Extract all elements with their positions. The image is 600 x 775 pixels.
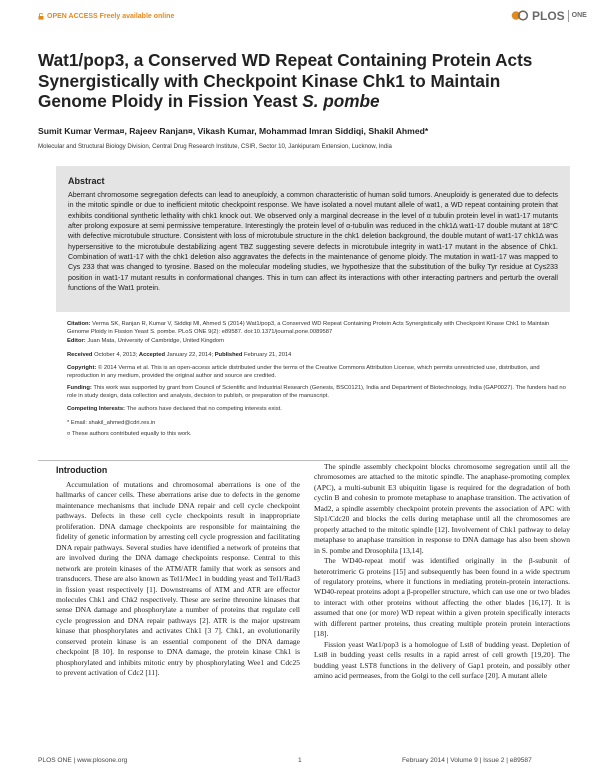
funding-label: Funding: <box>67 385 92 391</box>
dates-line <box>67 352 567 360</box>
editor-name: Juan Mata, University of Cambridge, United Kingdom <box>87 338 224 344</box>
corresponding-email[interactable]: * Email: shakil_ahmed@cdri.res.in <box>67 420 156 426</box>
footer-page-number: 1 <box>298 757 302 764</box>
journal-name: PLOS <box>532 8 565 23</box>
logo-divider <box>568 10 569 22</box>
equal-contribution-note: ¤ These authors contributed equally to this work. <box>67 431 192 437</box>
copyright-block <box>67 365 567 380</box>
open-lock-icon <box>38 13 44 20</box>
article-title-main: Wat1/pop3, a Conserved WD Repeat Containing Protein Acts Synergistically with Checkpoint Kinase Chk1 to Maintain Genome Ploidy in Fission Yeast <box>38 50 533 111</box>
body-paragraph: The spindle assembly checkpoint blocks chromosome segregation until all the chromosomes are attached to the mitotic spindle. The anaphase-promoting complex (APC), a multi-subunit E3 ubiquitin ligase is required for the degradation of both cyclin B and cohesin to promote metaphase to anaphase transition. The activation of Mad2, a spindle assembly checkpoint protein prevents the association of APC with Slp1/Cdc20 and blocks the cells during metaphase until all the chromosomes are properly attached to the mitotic spindle [12]. Involvement of Chk1 pathway to delay metaphase to anaphase transition in response to DNA damage has also been shown in S. pombe and Drosophila [13,14]. <box>314 462 570 555</box>
received-label: Received <box>67 352 93 358</box>
abstract-text: Aberrant chromosome segregation defects can lead to aneuploidy, a common characteristic of human solid tumors. Aneuploidy is generated due to defects in the mitotic spindle or due to inefficient mitotic checkpoint response. We have isolated a novel mutant allele of wat1, a WD repeat containing protein that exhibits conditional synthetic lethality with chk1 knock out. We observed only a marginal decrease in the level of α tubulin protein level in wat1-17 mutants after prolong exposure at semi permissive temperature. Interestingly the protein level of α-tubulin was reduced in the chk1Δ wat1-17 double mutant at 18°C with defective microtubule structure. Consistent with loss of microtubule structure in the chk1 deletion background, the double mutant of wat1-17 chk1Δ was hypersensitive to the microtubule destabilizing agent TBZ suggesting severe defects in microtubule integrity in wat1-17 mutant in the absence of Chk1. Combination of wat1-17 with the chk1 deletion also aggravates the defects in the maintenance of genome ploidy. The mutation in wat1-17 was mapped to Cys 233 that was changed to tyrosine. Based on the molecular modeling studies, we hypothesize that the substitution of the bulky Tyr residue at Cys233 position in wat1-17 mutant results in conformational changes. This in turn can affect its interactions with other interacting partners and perturb the overall functions of the Wat1 protein. <box>68 191 558 293</box>
abstract-box <box>56 166 570 312</box>
plos-logo-icon <box>511 8 529 23</box>
journal-logo[interactable] <box>511 8 587 23</box>
citation-block <box>67 321 567 336</box>
competing-interests-line <box>67 406 567 414</box>
citation-text: Verma SK, Ranjan R, Kumar V, Siddiqi MI, Ahmed S (2014) Wat1/pop3, a Conserved WD Repeat Containing Protein Acts Synergistically with Checkpoint Kinase Chk1 to Maintain Genome Ploidy in Fission Yeast S. pombe. PLoS ONE 9(2): e89587. doi:10.1371/journal.pone.0089587 <box>67 321 550 335</box>
footer-journal-url[interactable]: PLOS ONE | www.plosone.org <box>38 757 128 764</box>
author-list: Sumit Kumar Verma¤, Rajeev Ranjan¤, Vikash Kumar, Mohammad Imran Siddiqi, Shakil Ahmed* <box>38 126 429 136</box>
introduction-heading: Introduction <box>56 465 108 475</box>
accepted-date: January 22, 2014; <box>166 352 214 358</box>
section-divider <box>38 460 568 461</box>
journal-suffix: ONE <box>571 12 587 19</box>
copyright-label: Copyright: <box>67 365 97 371</box>
funding-text: This work was supported by grant from Council of Scientific and Industrial Research (Genesis, BSC0121), India and Department of Biotechnology, India (GAP0027). The funders had no role in study design, data collection and analysis, decision to publish, or preparation of the manuscript. <box>67 385 566 399</box>
body-paragraph: The WD40-repeat motif was identified originally in the β-subunit of heterotrimeric G proteins [15] and subsequently has been found in a wide spectrum of regulatory proteins, where it functions in mediating protein-protein interactions. WD40-repeat proteins adopt a β-propeller structure, which can use one or two blades to interact with other proteins without affecting the other blades [16,17]. It is assumed that one (or more) WD repeat within a given protein specifically interacts with different partner proteins, thus creating multiple protein protein interactions [18]. <box>314 556 570 639</box>
abstract-heading: Abstract <box>68 176 105 186</box>
competing-interests-label: Competing Interests: <box>67 406 125 412</box>
body-column-left <box>56 480 300 679</box>
body-column-right <box>314 462 570 682</box>
body-paragraph: Accumulation of mutations and chromosomal aberrations is one of the hallmarks of cancer cells. These aberrations arise due to defects in the genome maintenance mechanisms that include DNA repair and cell cycle checkpoint pathways. Defects in these cell cycle checkpoints result in inappropriate proliferation. DNA damage checkpoints are responsible for maintaining the fidelity of genetic information by arresting cell cycle progression and facilitating DNA repair pathways. Several studies have identified a network of proteins that are involved during the DNA damage checkpoints response. Central to this network are protein kinases of the ATM/ATR family that work as sensors and transducers. These are also known as Tel1/Mec1 in budding yeast and Tel1/Rad3 in fission yeast respectively [1]. Downstreams of ATM and ATR are effector molecules Chk1 and Chk2 respectively. These are serine threonine kinases that sense DNA damage and phosphorylate a number of proteins that regulate cell cycle progression and DNA repair pathways [2]. ATR is the major upstream kinase that phosphorylates and activates Chk1 [3 7]. Chk1, an evolutionarily conserved protein kinase is an essential component of the DNA damage checkpoint [8 10]. In response to DNA damage, the protein kinase Chk1 is phosphorylated and inhibits mitotic entry by phosphorylating Wee1 and Cdc25 to prevent activation of Cdc2 [11]. <box>56 480 300 678</box>
copyright-text: © 2014 Verma et al. This is an open-access article distributed under the terms of the Creative Commons Attribution License, which permits unrestricted use, distribution, and reproduction in any medium, provided the original author and source are credited. <box>67 365 540 379</box>
editor-line <box>67 338 567 346</box>
editor-label: Editor: <box>67 338 86 344</box>
received-date: October 4, 2013; <box>94 352 138 358</box>
open-access-label: OPEN ACCESS Freely available online <box>47 13 175 20</box>
citation-label: Citation: <box>67 321 91 327</box>
open-access-banner <box>38 13 174 20</box>
author-affiliation: Molecular and Structural Biology Division, Central Drug Research Institute, CSIR, Sector 10, Jankipuram Extension, Lucknow, India <box>38 143 392 150</box>
accepted-label: Accepted <box>138 352 166 358</box>
published-date: February 21, 2014 <box>244 352 292 358</box>
published-label: Published <box>214 352 243 358</box>
article-title-species: S. pombe <box>302 91 380 111</box>
body-paragraph: Fission yeast Wat1/pop3 is a homologue of Lst8 of budding yeast. Depletion of Lst8 in budding yeast cells results in a rapid arrest of cell growth [19,20]. The budding yeast LST8 functions in the delivery of Gap1 protein, and possibly other amino acid permeases, from the Golgi to the cell surface [20]. A mutant allele <box>314 639 570 681</box>
footer-issue-info: February 2014 | Volume 9 | Issue 2 | e89587 <box>402 757 532 764</box>
funding-block <box>67 385 567 400</box>
article-title <box>38 50 558 112</box>
competing-interests-text: The authors have declared that no competing interests exist. <box>126 406 282 412</box>
